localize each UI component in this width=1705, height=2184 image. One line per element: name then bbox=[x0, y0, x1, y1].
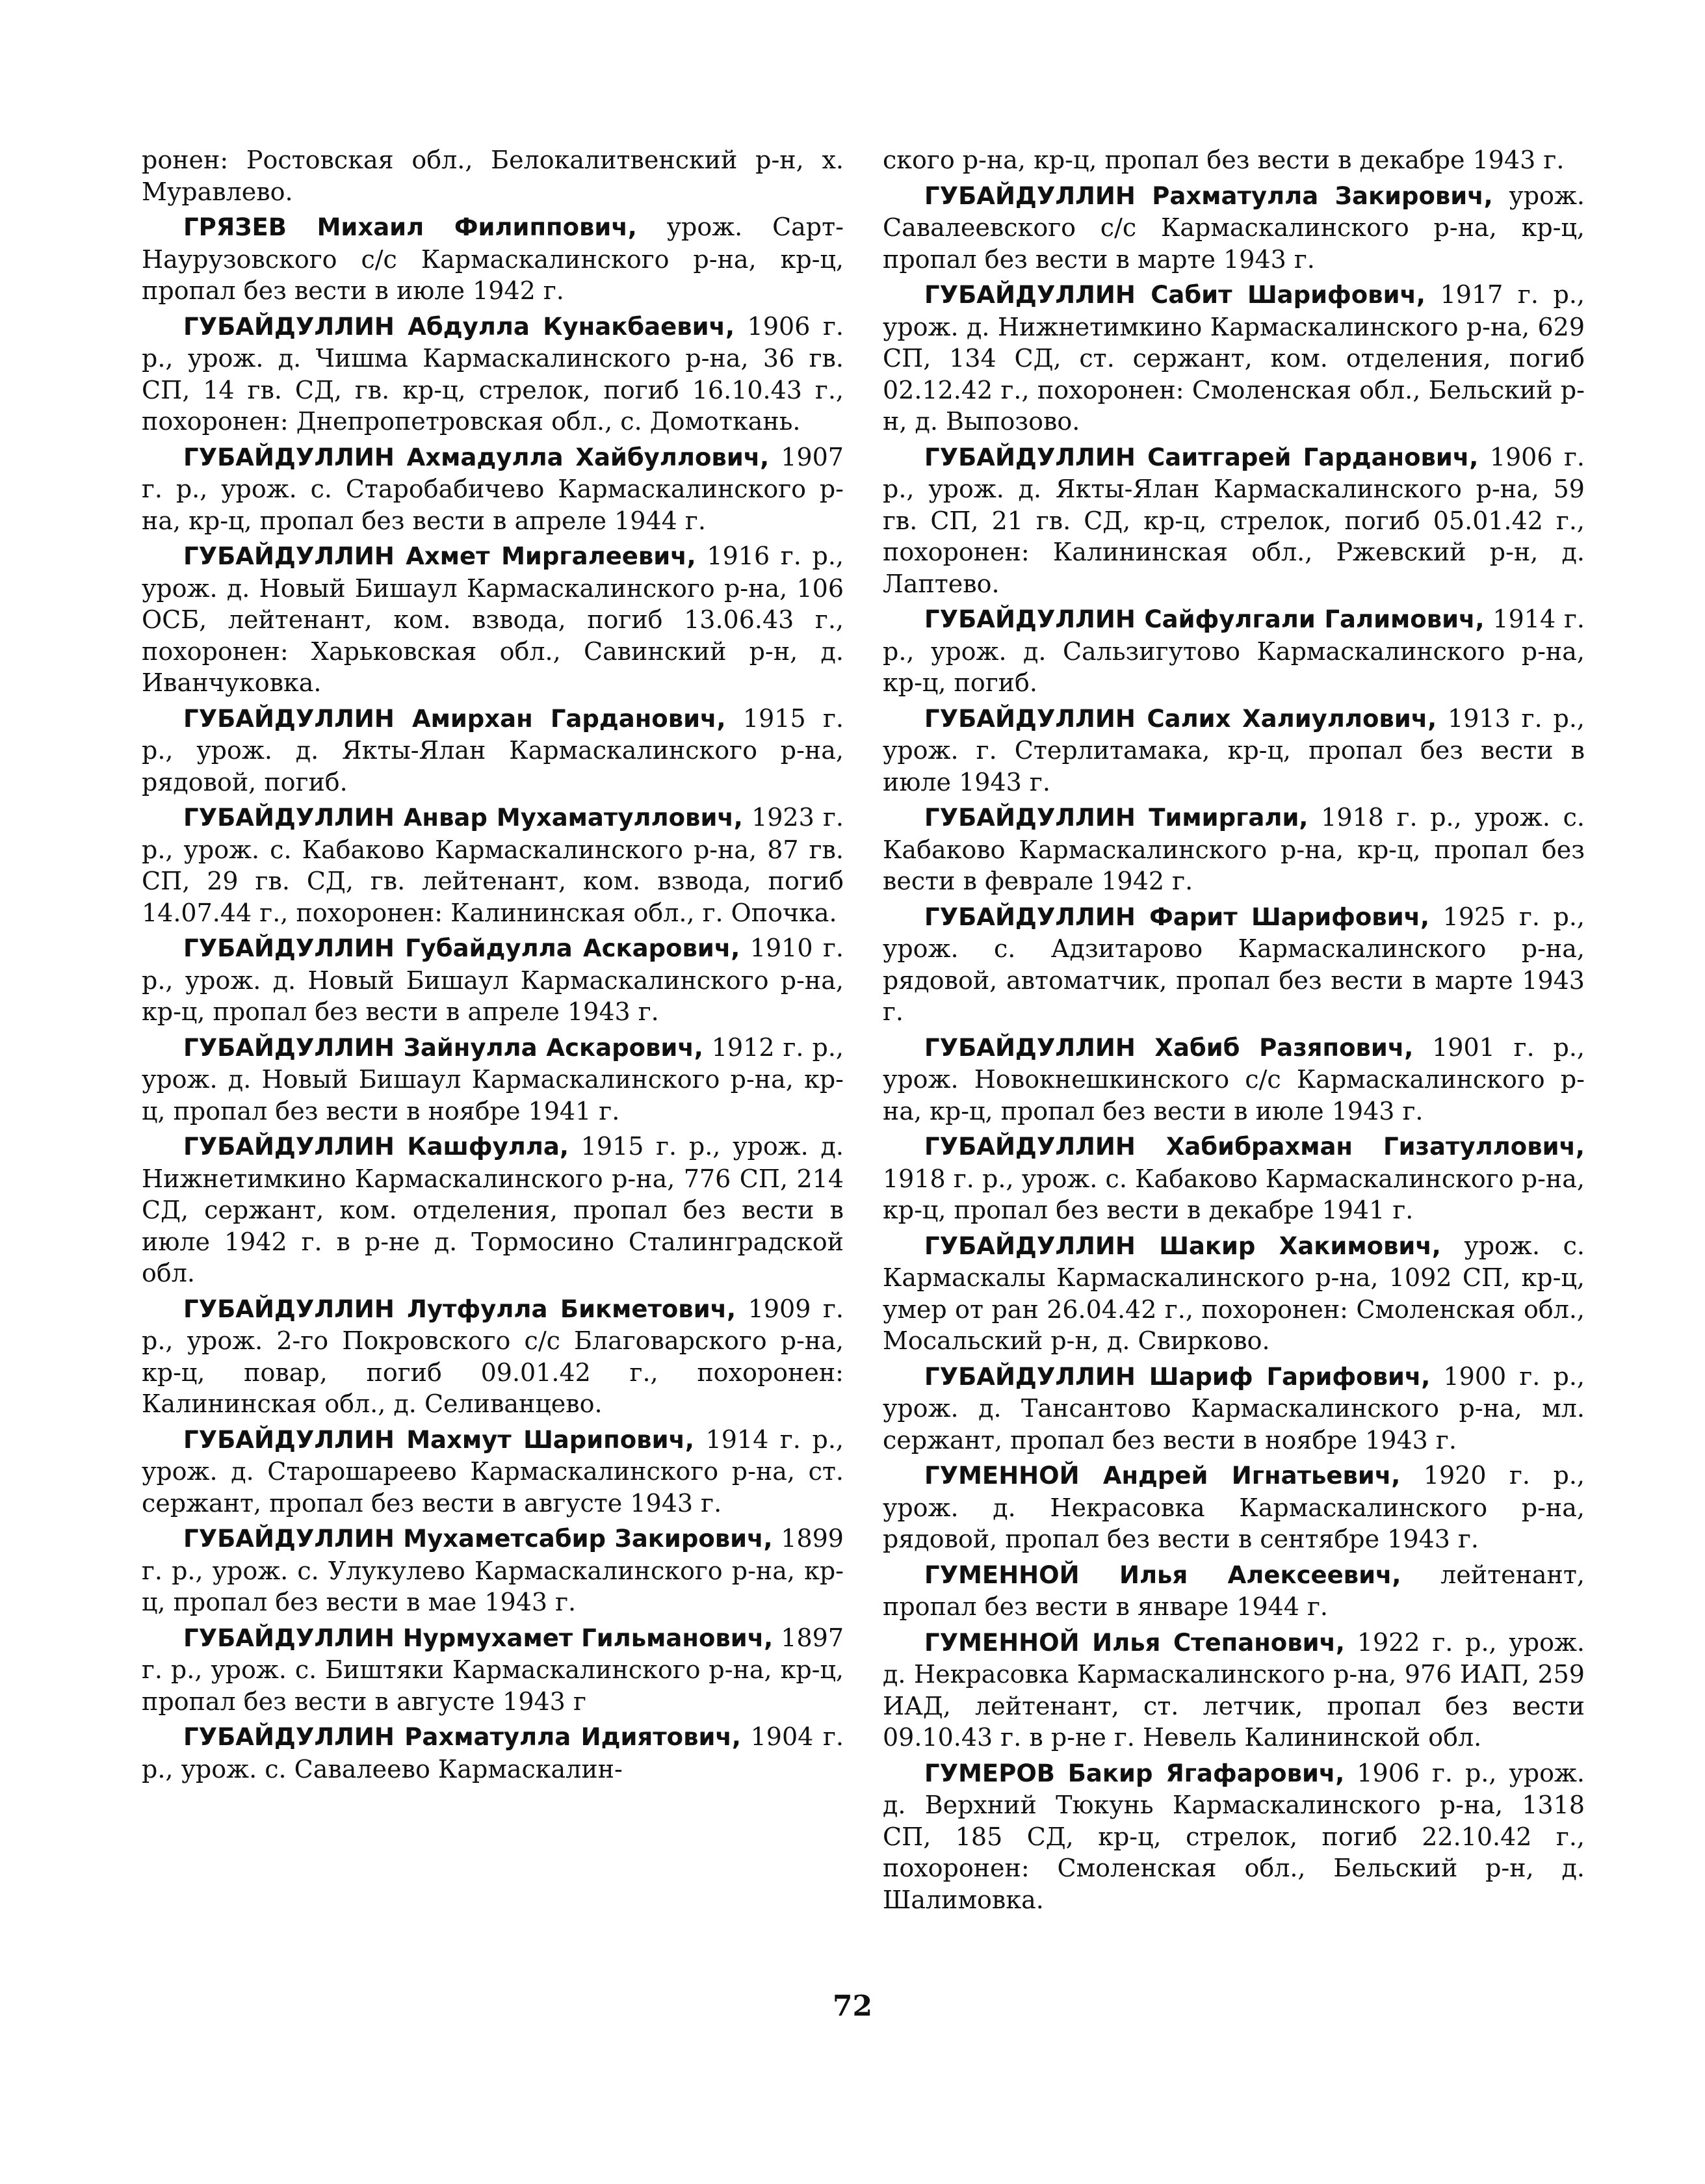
entry-text: 1899 г. р., урож. с. Улукулево Кармаскалинского р-на, кр-ц, пропал без вести в мае 1943 г. bbox=[142, 1524, 844, 1616]
entry-text: 1913 г. р., урож. г. Стерлитамака, кр-ц, пропал без вести в июле 1943 г. bbox=[883, 704, 1585, 796]
entry bbox=[883, 441, 1585, 600]
entry-name: ГУБАЙДУЛЛИН Салих Халиуллович, bbox=[924, 704, 1437, 733]
entry bbox=[142, 1523, 844, 1618]
entry bbox=[142, 211, 844, 307]
entry-name: ГУБАЙДУЛЛИН Абдулла Кунакбаевич, bbox=[183, 312, 735, 341]
entry-name: ГУБАЙДУЛЛИН Губайдулла Аскарович, bbox=[183, 934, 740, 962]
entry-text: 1904 г. р., урож. с. Савалеево Кармаскалин- bbox=[142, 1722, 844, 1783]
entry bbox=[142, 540, 844, 699]
entry-text: 1900 г. р., урож. д. Тансантово Кармаскалинского р-на, мл. сержант, пропал без вести в ноябре 1943 г. bbox=[883, 1362, 1585, 1454]
entry-name: ГУБАЙДУЛЛИН Рахматулла Закирович, bbox=[924, 181, 1493, 210]
entry-text: 1897 г. р., урож. с. Биштяки Кармаскалинского р-на, кр-ц, пропал без вести в августе 1943 г bbox=[142, 1623, 844, 1716]
entry-name: ГУБАЙДУЛЛИН Амирхан Гарданович, bbox=[183, 704, 726, 733]
entry-name: ГУБАЙДУЛЛИН Тимиргали, bbox=[924, 804, 1308, 832]
entry bbox=[142, 441, 844, 537]
entry-name: ГРЯЗЕВ Михаил Филиппович, bbox=[183, 213, 637, 241]
entry-text: 1922 г. р., урож. д. Некрасовка Кармаскалинского р-на, 976 ИАП, 259 ИАД, лейтенант, ст. летчик, пропал без вести 09.10.43 г. в р-не г. Невель Калининской обл. bbox=[883, 1627, 1585, 1752]
entry-text: 1914 г. р., урож. д. Сальзигутово Кармаскалинского р-на, кр-ц, погиб. bbox=[883, 605, 1585, 697]
entry-text: лейтенант, пропал без вести в январе 1944 г. bbox=[883, 1560, 1585, 1621]
entry bbox=[883, 1131, 1585, 1226]
entry bbox=[883, 802, 1585, 897]
entry bbox=[142, 1032, 844, 1127]
entry-name: ГУМЕРОВ Бакир Ягафарович, bbox=[924, 1759, 1345, 1787]
entry-name: ГУБАЙДУЛЛИН Ахмет Миргалеевич, bbox=[183, 542, 696, 570]
entry-name: ГУМЕННОЙ Илья Алексеевич, bbox=[924, 1560, 1401, 1589]
entry bbox=[883, 1361, 1585, 1456]
entry-text: урож. Савалеевского с/с Кармаскалинского р-на, кр-ц, пропал без вести в марте 1943 г. bbox=[883, 181, 1585, 274]
entry bbox=[142, 1293, 844, 1420]
entry bbox=[142, 1721, 844, 1785]
entry bbox=[883, 180, 1585, 276]
entry-text: 1915 г. р., урож. д. Якты-Ялан Кармаскалинского р-на, рядовой, погиб. bbox=[142, 704, 844, 796]
entry bbox=[883, 1460, 1585, 1555]
entry bbox=[142, 144, 844, 207]
entry-text: 1920 г. р., урож. д. Некрасовка Кармаскалинского р-на, рядовой, пропал без вести в сентябре 1943 г. bbox=[883, 1461, 1585, 1553]
entry-name: ГУБАЙДУЛЛИН Хабибрахман Гизатуллович, bbox=[924, 1133, 1585, 1161]
entry-name: ГУМЕННОЙ Илья Степанович, bbox=[924, 1628, 1345, 1657]
entry bbox=[142, 802, 844, 928]
right-column bbox=[883, 144, 1585, 1919]
entry-text: 1906 г. р., урож. д. Верхний Тюкунь Кармаскалинского р-на, 1318 СП, 185 СД, кр-ц, стрелок, погиб 22.10.42 г., похоронен: Смоленская обл., Бельский р-н, д. Шалимовка. bbox=[883, 1758, 1585, 1914]
entry-text: 1915 г. р., урож. д. Нижнетимкино Кармаскалинского р-на, 776 СП, 214 СД, сержант, ком. отделения, пропал без вести в июле 1942 г. в р-не д. Тормосино Сталинградской обл. bbox=[142, 1132, 844, 1287]
entry bbox=[883, 901, 1585, 1028]
entry-text: 1912 г. р., урож. д. Новый Бишаул Кармаскалинского р-на, кр-ц, пропал без вести в ноябре 1941 г. bbox=[142, 1033, 844, 1125]
entry-name: ГУБАЙДУЛЛИН Нурмухамет Гильманович, bbox=[183, 1624, 774, 1652]
entry-name: ГУБАЙДУЛЛИН Сабит Шарифович, bbox=[924, 281, 1425, 309]
entry bbox=[883, 1032, 1585, 1127]
left-column bbox=[142, 144, 844, 1789]
entry-name: ГУМЕННОЙ Андрей Игнатьевич, bbox=[924, 1462, 1401, 1490]
entry bbox=[142, 703, 844, 798]
entry bbox=[883, 603, 1585, 699]
entry-name: ГУБАЙДУЛЛИН Мухаметсабир Закирович, bbox=[183, 1525, 773, 1553]
entry-name: ГУБАЙДУЛЛИН Зайнулла Аскарович, bbox=[183, 1033, 703, 1062]
entry-text: 1918 г. р., урож. с. Кабаково Кармаскалинского р-на, кр-ц, пропал без вести в декабре 1941 г. bbox=[883, 1164, 1585, 1224]
entry-text: 1925 г. р., урож. с. Адзитарово Кармаскалинского р-на, рядовой, автоматчик, пропал без вести в марте 1943 г. bbox=[883, 902, 1585, 1026]
entry-text: урож. Сарт-Наурузовского с/с Кармаскалинского р-на, кр-ц, пропал без вести в июле 1942 г. bbox=[142, 213, 844, 305]
entry-name: ГУБАЙДУЛЛИН Фарит Шарифович, bbox=[924, 902, 1430, 931]
entry-text: ронен: Ростовская обл., Белокалитвенский р-н, х. Муравлево. bbox=[142, 146, 844, 206]
entry-name: ГУБАЙДУЛЛИН Лутфулла Бикметович, bbox=[183, 1295, 736, 1323]
entry-text: 1914 г. р., урож. д. Старошареево Кармаскалинского р-на, ст. сержант, пропал без вести в августе 1943 г. bbox=[142, 1425, 844, 1518]
entry bbox=[883, 1230, 1585, 1357]
entry-text: 1917 г. р., урож. д. Нижнетимкино Кармаскалинского р-на, 629 СП, 134 СД, ст. сержант, ком. отделения, погиб 02.12.42 г., похоронен: Смоленская обл., Бельский р-н, д. Выпозово. bbox=[883, 280, 1585, 436]
entry-text: ского р-на, кр-ц, пропал без вести в декабре 1943 г. bbox=[883, 146, 1565, 174]
entry-name: ГУБАЙДУЛЛИН Ахмадулла Хайбуллович, bbox=[183, 443, 770, 471]
entry-name: ГУБАЙДУЛЛИН Саитгарей Гарданович, bbox=[924, 443, 1479, 471]
entry bbox=[142, 1622, 844, 1718]
entry-name: ГУБАЙДУЛЛИН Шариф Гарифович, bbox=[924, 1362, 1431, 1391]
entry bbox=[142, 1131, 844, 1289]
entry-name: ГУБАЙДУЛЛИН Анвар Мухаматуллович, bbox=[183, 804, 743, 832]
entry-name: ГУБАЙДУЛЛИН Хабиб Разяпович, bbox=[924, 1033, 1414, 1062]
entry-text: 1916 г. р., урож. д. Новый Бишаул Кармаскалинского р-на, 106 ОСБ, лейтенант, ком. взвода, погиб 13.06.43 г., похоронен: Харьковская обл., Савинский р-н, д. Иванчуковка. bbox=[142, 542, 844, 697]
entry-text: 1909 г. р., урож. 2-го Покровского с/с Благоварского р-на, кр-ц, повар, погиб 09.01.42 г., похоронен: Калининская обл., д. Селиванцево. bbox=[142, 1294, 844, 1418]
entry-name: ГУБАЙДУЛЛИН Махмут Шарипович, bbox=[183, 1425, 694, 1454]
entry-name: ГУБАЙДУЛЛИН Рахматулла Идиятович, bbox=[183, 1723, 741, 1751]
entry-text: урож. с. Кармаскалы Кармаскалинского р-на, 1092 СП, кр-ц, умер от ран 26.04.42 г., похоронен: Смоленская обл., Мосальский р-н, д. Свирково. bbox=[883, 1231, 1585, 1355]
entry bbox=[142, 1424, 844, 1520]
entry-text: 1923 г. р., урож. с. Кабаково Кармаскалинского р-на, 87 гв. СП, 29 гв. СД, гв. лейтенант, ком. взвода, погиб 14.07.44 г., похоронен: Калининская обл., г. Опочка. bbox=[142, 803, 844, 927]
entry bbox=[142, 311, 844, 438]
entry bbox=[883, 1559, 1585, 1623]
entry bbox=[883, 279, 1585, 438]
entry-name: ГУБАЙДУЛЛИН Шакир Хакимович, bbox=[924, 1231, 1441, 1260]
entry bbox=[142, 932, 844, 1028]
entry bbox=[883, 144, 1585, 176]
entry bbox=[883, 1627, 1585, 1754]
entry-text: 1901 г. р., урож. Новокнешкинского с/с Кармаскалинского р-на, кр-ц, пропал без вести в июле 1943 г. bbox=[883, 1033, 1585, 1125]
entry-text: 1910 г. р., урож. д. Новый Бишаул Кармаскалинского р-на, кр-ц, пропал без вести в апреле 1943 г. bbox=[142, 934, 844, 1026]
entry bbox=[883, 1757, 1585, 1916]
entry-name: ГУБАЙДУЛЛИН Кашфулла, bbox=[183, 1133, 569, 1161]
entry-text: 1906 г. р., урож. д. Чишма Кармаскалинского р-на, 36 гв. СП, 14 гв. СД, гв. кр-ц, стрелок, погиб 16.10.43 г., похоронен: Днепропетровская обл., с. Домоткань. bbox=[142, 311, 844, 436]
entry-name: ГУБАЙДУЛЛИН Сайфулгали Галимович, bbox=[924, 605, 1485, 633]
entry-text: 1907 г. р., урож. с. Старобабичево Кармаскалинского р-на, кр-ц, пропал без вести в апреле 1944 г. bbox=[142, 442, 844, 535]
entry-text: 1906 г. р., урож. д. Якты-Ялан Кармаскалинского р-на, 59 гв. СП, 21 гв. СД, кр-ц, стрелок, погиб 05.01.42 г., похоронен: Калининская обл., Ржевский р-н, д. Лаптево. bbox=[883, 442, 1585, 598]
page-number: 72 bbox=[832, 1990, 873, 2023]
entry bbox=[883, 703, 1585, 798]
entry-text: 1918 г. р., урож. с. Кабаково Кармаскалинского р-на, кр-ц, пропал без вести в феврале 1942 г. bbox=[883, 803, 1585, 895]
